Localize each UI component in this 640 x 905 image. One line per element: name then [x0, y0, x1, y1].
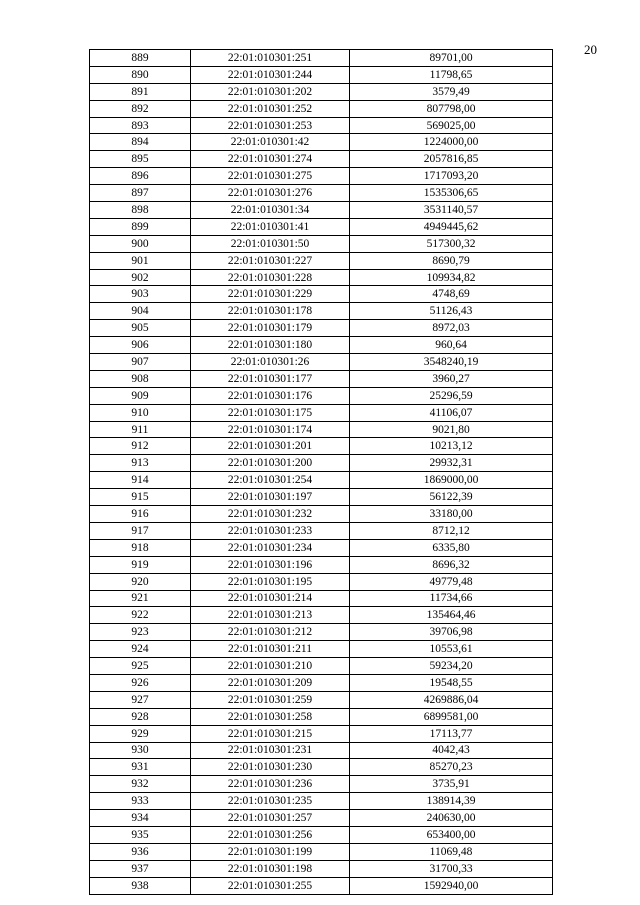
value-cell: 1717093,20: [350, 168, 553, 185]
row-number-cell: 930: [90, 742, 191, 759]
cadastral-number-cell: 22:01:010301:180: [191, 337, 350, 354]
row-number-cell: 903: [90, 286, 191, 303]
cadastral-number-cell: 22:01:010301:254: [191, 472, 350, 489]
row-number-cell: 902: [90, 269, 191, 286]
row-number-cell: 932: [90, 776, 191, 793]
value-cell: 25296,59: [350, 387, 553, 404]
row-number-cell: 910: [90, 404, 191, 421]
value-cell: 8712,12: [350, 522, 553, 539]
table-row: [90, 202, 553, 219]
table-row: [90, 134, 553, 151]
value-cell: 29932,31: [350, 455, 553, 472]
table-row: [90, 218, 553, 235]
cadastral-number-cell: 22:01:010301:174: [191, 421, 350, 438]
row-number-cell: 917: [90, 522, 191, 539]
cadastral-number-cell: 22:01:010301:212: [191, 624, 350, 641]
value-cell: 3735,91: [350, 776, 553, 793]
table-row: [90, 843, 553, 860]
value-cell: 85270,23: [350, 759, 553, 776]
value-cell: 1535306,65: [350, 185, 553, 202]
value-cell: 1592940,00: [350, 877, 553, 894]
value-cell: 9021,80: [350, 421, 553, 438]
cadastral-number-cell: 22:01:010301:253: [191, 117, 350, 134]
row-number-cell: 889: [90, 50, 191, 67]
row-number-cell: 894: [90, 134, 191, 151]
value-cell: 960,64: [350, 337, 553, 354]
value-cell: 653400,00: [350, 826, 553, 843]
value-cell: 4042,43: [350, 742, 553, 759]
row-number-cell: 919: [90, 556, 191, 573]
cadastral-number-cell: 22:01:010301:211: [191, 641, 350, 658]
value-cell: 41106,07: [350, 404, 553, 421]
cadastral-number-cell: 22:01:010301:214: [191, 590, 350, 607]
table-row: [90, 860, 553, 877]
cadastral-number-cell: 22:01:010301:177: [191, 370, 350, 387]
table-row: [90, 725, 553, 742]
value-cell: 3531140,57: [350, 202, 553, 219]
value-cell: 138914,39: [350, 793, 553, 810]
cadastral-number-cell: 22:01:010301:202: [191, 83, 350, 100]
value-cell: 19548,55: [350, 674, 553, 691]
value-cell: 6335,80: [350, 539, 553, 556]
row-number-cell: 934: [90, 810, 191, 827]
table-row: [90, 590, 553, 607]
table-row: [90, 826, 553, 843]
cadastral-number-cell: 22:01:010301:255: [191, 877, 350, 894]
row-number-cell: 890: [90, 66, 191, 83]
value-cell: 4269886,04: [350, 691, 553, 708]
cadastral-number-cell: 22:01:010301:178: [191, 303, 350, 320]
table-row: [90, 539, 553, 556]
cadastral-number-cell: 22:01:010301:176: [191, 387, 350, 404]
cadastral-number-cell: 22:01:010301:230: [191, 759, 350, 776]
row-number-cell: 926: [90, 674, 191, 691]
value-cell: 569025,00: [350, 117, 553, 134]
table-row: [90, 759, 553, 776]
value-cell: 49779,48: [350, 573, 553, 590]
cadastral-number-cell: 22:01:010301:256: [191, 826, 350, 843]
table-row: [90, 506, 553, 523]
row-number-cell: 895: [90, 151, 191, 168]
value-cell: 3579,49: [350, 83, 553, 100]
table-row: [90, 404, 553, 421]
value-cell: 10213,12: [350, 438, 553, 455]
value-cell: 56122,39: [350, 489, 553, 506]
table-row: [90, 286, 553, 303]
table-row: [90, 674, 553, 691]
table-row: [90, 776, 553, 793]
value-cell: 17113,77: [350, 725, 553, 742]
table-row: [90, 235, 553, 252]
table-row: [90, 472, 553, 489]
cadastral-number-cell: 22:01:010301:235: [191, 793, 350, 810]
cadastral-number-cell: 22:01:010301:244: [191, 66, 350, 83]
cadastral-number-cell: 22:01:010301:252: [191, 100, 350, 117]
row-number-cell: 914: [90, 472, 191, 489]
cadastral-number-cell: 22:01:010301:195: [191, 573, 350, 590]
value-cell: 11069,48: [350, 843, 553, 860]
data-table: [89, 49, 553, 895]
row-number-cell: 907: [90, 354, 191, 371]
table-row: [90, 303, 553, 320]
cadastral-number-cell: 22:01:010301:196: [191, 556, 350, 573]
value-cell: 33180,00: [350, 506, 553, 523]
table-row: [90, 370, 553, 387]
table-row: [90, 455, 553, 472]
row-number-cell: 898: [90, 202, 191, 219]
table-row: [90, 641, 553, 658]
value-cell: 1224000,00: [350, 134, 553, 151]
cadastral-number-cell: 22:01:010301:234: [191, 539, 350, 556]
value-cell: 59234,20: [350, 658, 553, 675]
table-row: [90, 337, 553, 354]
row-number-cell: 925: [90, 658, 191, 675]
table-row: [90, 658, 553, 675]
row-number-cell: 905: [90, 320, 191, 337]
value-cell: 3548240,19: [350, 354, 553, 371]
value-cell: 39706,98: [350, 624, 553, 641]
cadastral-number-cell: 22:01:010301:228: [191, 269, 350, 286]
cadastral-number-cell: 22:01:010301:50: [191, 235, 350, 252]
row-number-cell: 893: [90, 117, 191, 134]
value-cell: 517300,32: [350, 235, 553, 252]
table-row: [90, 117, 553, 134]
row-number-cell: 912: [90, 438, 191, 455]
cadastral-number-cell: 22:01:010301:210: [191, 658, 350, 675]
table-row: [90, 269, 553, 286]
cadastral-number-cell: 22:01:010301:209: [191, 674, 350, 691]
table-row: [90, 877, 553, 894]
table-row: [90, 185, 553, 202]
row-number-cell: 892: [90, 100, 191, 117]
row-number-cell: 916: [90, 506, 191, 523]
row-number-cell: 896: [90, 168, 191, 185]
row-number-cell: 900: [90, 235, 191, 252]
row-number-cell: 927: [90, 691, 191, 708]
row-number-cell: 909: [90, 387, 191, 404]
cadastral-number-cell: 22:01:010301:197: [191, 489, 350, 506]
cadastral-number-cell: 22:01:010301:274: [191, 151, 350, 168]
value-cell: 8690,79: [350, 252, 553, 269]
table-row: [90, 83, 553, 100]
table-row: [90, 742, 553, 759]
cadastral-number-cell: 22:01:010301:276: [191, 185, 350, 202]
value-cell: 8696,32: [350, 556, 553, 573]
value-cell: 135464,46: [350, 607, 553, 624]
cadastral-number-cell: 22:01:010301:34: [191, 202, 350, 219]
cadastral-number-cell: 22:01:010301:175: [191, 404, 350, 421]
value-cell: 1869000,00: [350, 472, 553, 489]
row-number-cell: 899: [90, 218, 191, 235]
cadastral-number-cell: 22:01:010301:257: [191, 810, 350, 827]
value-cell: 6899581,00: [350, 708, 553, 725]
cadastral-number-cell: 22:01:010301:227: [191, 252, 350, 269]
value-cell: 2057816,85: [350, 151, 553, 168]
row-number-cell: 891: [90, 83, 191, 100]
table-body: [90, 50, 553, 895]
row-number-cell: 929: [90, 725, 191, 742]
row-number-cell: 937: [90, 860, 191, 877]
row-number-cell: 931: [90, 759, 191, 776]
row-number-cell: 935: [90, 826, 191, 843]
table-row: [90, 438, 553, 455]
cadastral-number-cell: 22:01:010301:201: [191, 438, 350, 455]
value-cell: 10553,61: [350, 641, 553, 658]
value-cell: 4949445,62: [350, 218, 553, 235]
row-number-cell: 901: [90, 252, 191, 269]
row-number-cell: 904: [90, 303, 191, 320]
cadastral-number-cell: 22:01:010301:179: [191, 320, 350, 337]
cadastral-number-cell: 22:01:010301:229: [191, 286, 350, 303]
row-number-cell: 938: [90, 877, 191, 894]
row-number-cell: 924: [90, 641, 191, 658]
table-row: [90, 793, 553, 810]
row-number-cell: 928: [90, 708, 191, 725]
cadastral-number-cell: 22:01:010301:259: [191, 691, 350, 708]
table-row: [90, 624, 553, 641]
row-number-cell: 911: [90, 421, 191, 438]
row-number-cell: 918: [90, 539, 191, 556]
cadastral-number-cell: 22:01:010301:215: [191, 725, 350, 742]
value-cell: 8972,03: [350, 320, 553, 337]
value-cell: 11734,66: [350, 590, 553, 607]
row-number-cell: 933: [90, 793, 191, 810]
cadastral-number-cell: 22:01:010301:198: [191, 860, 350, 877]
value-cell: 3960,27: [350, 370, 553, 387]
table-row: [90, 810, 553, 827]
table-row: [90, 168, 553, 185]
value-cell: 240630,00: [350, 810, 553, 827]
cadastral-number-cell: 22:01:010301:236: [191, 776, 350, 793]
cadastral-number-cell: 22:01:010301:275: [191, 168, 350, 185]
value-cell: 89701,00: [350, 50, 553, 67]
row-number-cell: 913: [90, 455, 191, 472]
cadastral-number-cell: 22:01:010301:26: [191, 354, 350, 371]
row-number-cell: 922: [90, 607, 191, 624]
page-number: 20: [584, 42, 597, 57]
table-row: [90, 573, 553, 590]
table-row: [90, 252, 553, 269]
cadastral-number-cell: 22:01:010301:258: [191, 708, 350, 725]
table-row: [90, 607, 553, 624]
table-row: [90, 100, 553, 117]
cadastral-number-cell: 22:01:010301:199: [191, 843, 350, 860]
table-row: [90, 522, 553, 539]
row-number-cell: 920: [90, 573, 191, 590]
cadastral-number-cell: 22:01:010301:42: [191, 134, 350, 151]
value-cell: 4748,69: [350, 286, 553, 303]
table-row: [90, 66, 553, 83]
value-cell: 807798,00: [350, 100, 553, 117]
cadastral-number-cell: 22:01:010301:41: [191, 218, 350, 235]
table-row: [90, 151, 553, 168]
row-number-cell: 923: [90, 624, 191, 641]
table-row: [90, 489, 553, 506]
value-cell: 109934,82: [350, 269, 553, 286]
value-cell: 11798,65: [350, 66, 553, 83]
cadastral-number-cell: 22:01:010301:232: [191, 506, 350, 523]
table-row: [90, 320, 553, 337]
row-number-cell: 906: [90, 337, 191, 354]
table-row: [90, 421, 553, 438]
row-number-cell: 897: [90, 185, 191, 202]
row-number-cell: 915: [90, 489, 191, 506]
cadastral-number-cell: 22:01:010301:213: [191, 607, 350, 624]
row-number-cell: 921: [90, 590, 191, 607]
cadastral-number-cell: 22:01:010301:231: [191, 742, 350, 759]
row-number-cell: 908: [90, 370, 191, 387]
table-row: [90, 708, 553, 725]
table-row: [90, 691, 553, 708]
cadastral-number-cell: 22:01:010301:233: [191, 522, 350, 539]
cadastral-number-cell: 22:01:010301:251: [191, 50, 350, 67]
value-cell: 31700,33: [350, 860, 553, 877]
table-row: [90, 387, 553, 404]
table-row: [90, 556, 553, 573]
table-row: [90, 354, 553, 371]
cadastral-number-cell: 22:01:010301:200: [191, 455, 350, 472]
table-row: [90, 50, 553, 67]
value-cell: 51126,43: [350, 303, 553, 320]
row-number-cell: 936: [90, 843, 191, 860]
